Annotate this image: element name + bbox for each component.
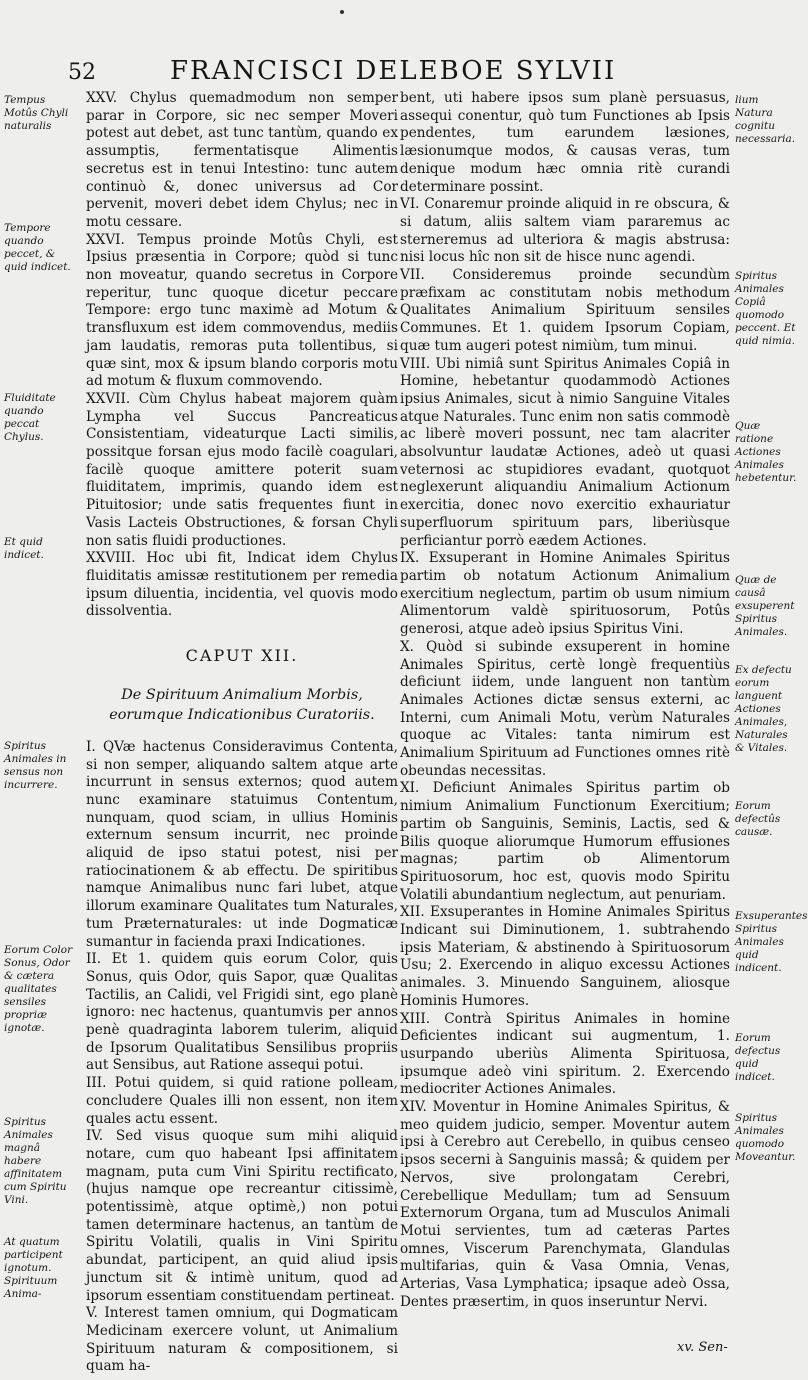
margin-note-left: At quatum participent ignotum. Spirituum Anima- bbox=[4, 1236, 63, 1300]
page-header bbox=[60, 56, 740, 92]
paragraph: VI. Conaremur proinde aliquid in re obscura, & si datum, aliis saltem viam pararemus ac sterneremus ad ulteriora & magis abstrusa: nisi locus hîc non sit de hisce nunc agendi. bbox=[400, 196, 730, 266]
ink-mark bbox=[340, 10, 344, 14]
paragraph: XIII. Contrà Spiritus Animales in homine Deficientes indicant sui augmentum, 1. usurpando uberiùs Alimenta Spirituosa, ipsumque adeò vini spiritum. 2. Exercendo mediocriter Actiones Animales. bbox=[400, 1010, 730, 1098]
paragraph: V. Interest tamen omnium, qui Dogmaticam Medicinam exercere volunt, ut Animalium Spirituum naturam & compositionem, si quam ha- bbox=[86, 1305, 398, 1375]
margin-note-left: Tempus Motûs Chyli naturalis bbox=[4, 94, 69, 132]
paragraph: X. Quòd si subinde exsuperent in homine Animales Spiritus, certè longè frequentiùs deficiunt iidem, unde languent non tantùm Animales Actiones dictæ sensus externi, ac Interni, cum Animali Motu, verùm Naturales quoque ac Vitales: tanta nimirum est Animalium Spirituum ad Functiones omnes ritè obeundas necessitas. bbox=[400, 638, 730, 779]
margin-note-left: Spiritus Animales magnâ habere affinitatem cum Spiritu Vini. bbox=[4, 1116, 67, 1206]
paragraph: VII. Consideremus proinde secundùm præfixam ac constitutam nobis methodum Qualitates Animalium Spirituum sensiles Communes. Et 1. quidem Ipsorum Copiam, quæ tum augeri potest nimiùm, tum minui. bbox=[400, 267, 730, 354]
margin-note-left: Et quid indicet. bbox=[4, 536, 44, 561]
margin-note-right: Spiritus Animales quomodo Moveantur. bbox=[735, 1112, 796, 1163]
paragraph: IV. Sed visus quoque sum mihi aliquid notare, cum quo habeant Ipsi affinitatem magnam, puta cum Vini Spiritu rectificato, (hujus namque ope recreantur citissimè, potentissimè, atque optimè,) non potui tamen determinare hactenus, an tantùm de Spiritu Volatili, qualis in Vini Spiritu abundat, participent, an quid aliud ipsis junctum sit & intimè unitum, quod ad ipsorum essentiam constituendam pertineat. bbox=[86, 1128, 398, 1304]
margin-note-right: Spiritus Animales Copiâ quomodo peccent. Et quid nimia. bbox=[735, 270, 796, 347]
margin-note-right: Eorum defectus quid indicet. bbox=[735, 1032, 781, 1083]
paragraph: II. Et 1. quidem quis eorum Color, quis Sonus, quis Odor, quis Sapor, quæ Qualitas Tactilis, an Calidi, vel Frigidi sint, ego planè ignoro: nec hactenus, quantumvis per annos penè quadraginta laborem tulerim, aliquid de Ipsorum Qualitatibus Sensilibus propriis aut Sensibus, aut Ratione assequi potui. bbox=[86, 951, 398, 1074]
paragraph: XXVII. Cùm Chylus habeat majorem quàm Lympha vel Succus Pancreaticus Consistentiam, videaturque Lacti similis, possitque forsan ejus modo facilè coagulari, facilè quoque amittere poterit suam fluiditatem, imprimis, quando idem est Pituitosior; unde satis frequentes fiunt in Vasis Lacteis Obstructiones, & forsan Chyli non satis fluidi productiones. bbox=[86, 390, 398, 549]
margin-note-right: Quæ de causâ exsuperent Spiritus Animales. bbox=[735, 574, 795, 638]
paragraph: XI. Deficiunt Animales Spiritus partim ob nimium Animalium Functionum Exercitium; partim ob Sanguinis, Seminis, Lactis, sed & Bilis quoque aliorumque Humorum effusiones magnas; partim ob Alimentorum Spirituosorum, hoc est, quovis modo Spiritu Volatili abundantium neglectum, aut penuriam. bbox=[400, 780, 730, 903]
margin-note-left: Eorum Color Sonus, Odor & cætera qualitates sensiles propriæ ignotæ. bbox=[4, 944, 73, 1034]
paragraph: XIV. Moventur in Homine Animales Spiritus, & meo quidem judicio, semper. Moventur autem ipsi à Cerebro aut Cerebello, in quibus censeo ipsos secerni à Sanguinis massâ; & quidem per Nervos, sive prolongatam Cerebri, Cerebellique Medullam; tum ad Sensuum Externorum Organa, tum ad Musculos Animali Motui servientes, tum ad cæteras Partes omnes, Viscerum Parenchymata, Glandulas multifarias, quin & Vasa Omnia, Venas, Arterias, Vasa Lymphatica; ipsaque adeò Ossa, Dentes præsertim, in quos inseruntur Nervi. bbox=[400, 1099, 730, 1310]
paragraph: XII. Exsuperantes in Homine Animales Spiritus Indicant sui Diminutionem, 1. subtrahendo ipsis Materiam, & abstinendo à Spirituosorum Usu; 2. Exercendo in aliquo excessu Actiones animales. 3. Minuendo Sanguinem, aliosque Hominis Humores. bbox=[400, 904, 730, 1009]
page-number: 52 bbox=[68, 60, 96, 85]
margin-note-right: Ex defectu eorum languent Actiones Animales, Naturales & Vitales. bbox=[735, 664, 792, 754]
left-column bbox=[86, 90, 398, 1376]
chapter-subtitle: De Spirituum Animalium Morbis, eorumque Indicationibus Curatoriis. bbox=[109, 686, 375, 723]
margin-note-right: Eorum defectûs causæ. bbox=[735, 800, 781, 838]
margin-note-right: Quæ ratione Actiones Animales hebetentur. bbox=[735, 420, 797, 484]
margin-note-right: lium Natura cognitu necessaria. bbox=[735, 94, 796, 145]
right-column bbox=[400, 90, 730, 1312]
paragraph: VIII. Ubi nimiâ sunt Spiritus Animales Copiâ in Homine, hebetantur quodammodò Actiones ipsius Animales, sicut à nimio Sanguine Vitales atque Naturales. Tunc enim non satis commodè ac liberè moveri possunt, nec tam alacriter absolvuntur laudatæ Actiones, adeò ut quasi veternosi ac stupidiores evadant, quotquot neglexerunt aliquandiu Animalium Actionum exercitia, donec novo exercitio exhauriatur superfluorum spirituum pars, liberiùsque perficiantur porrò eædem Actiones. bbox=[400, 355, 730, 549]
paragraph: I. QVæ hactenus Consideravimus Contenta, si non semper, aliquando saltem atque arte incurrunt in sensus externos; quod autem nunc examinare statuimus Contentum, nunquam, quod sciam, in ullius Hominis externum sensum incurrit, nec proinde aliquid de ipso statui potest, nisi per ratiocinationem & ab effectu. De spiritibus namque Animalibus nunc fari lubet, atque illorum examinare Qualitates tum Naturales, tum Præternaturales: ut inde Dogmaticæ sumantur in facienda praxi Indicationes. bbox=[86, 738, 398, 950]
paragraph: XXVI. Tempus proinde Motûs Chyli, est Ipsius præsentia in Corpore; quòd si tunc non moveatur, quando secretus in Corpore reperitur, tunc quoque dicetur peccare Tempore: ergo tunc maximè ad Motum & transfluxum est idem commovendus, mediis jam laudatis, remoras puta tollentibus, si quæ sint, mox & ipsum blando corporis motu ad motum & fluxum commovendo. bbox=[86, 231, 398, 390]
margin-note-left: Spiritus Animales in sensus non incurrere. bbox=[4, 740, 67, 791]
chapter-heading: CAPUT XII. bbox=[185, 646, 299, 666]
margin-note-right: Exsuperantes Spiritus Animales quid indicent. bbox=[735, 910, 808, 974]
paragraph: XXV. Chylus quemadmodum non semper parar in Corpore, sic nec semper Moveri potest aut debet, ast tunc tantùm, quando ex assumptis, fermentatisque Alimentis secretus est in tenui Intestino: tunc autem continuò &, donec universus ad Cor pervenit, moveri debet idem Chylus; nec in motu cessare. bbox=[86, 90, 398, 230]
paragraph: XXVIII. Hoc ubi fit, Indicat idem Chylus fluiditatis amissæ restitutionem per remedia ipsum diluentia, incidentia, vel quovis modo dissolventia. bbox=[86, 550, 398, 620]
margin-note-left: Tempore quando peccet, & quid indicet. bbox=[4, 222, 71, 273]
paragraph: bent, uti habere ipsos sum planè persuasus, assequi conentur, quò tum Functiones ab Ipsis pendentes, tum earundem læsiones, læsionumque modos, & causas veras, tum denique modum hæc omnia ritè curandi determinare possint. bbox=[400, 90, 730, 195]
catchword: xv. Sen- bbox=[677, 1340, 728, 1355]
paragraph: IX. Exsuperant in Homine Animales Spiritus partim ob notatum Actionum Animalium exercitium neglectum, partim ob usum nimium Alimentorum valdè spirituosorum, Potûs generosi, atque adeò ipsius Spiritus Vini. bbox=[400, 550, 730, 638]
running-head: FRANCISCI DELEBOE SYLVII bbox=[170, 56, 617, 86]
margin-note-left: Fluiditate quando peccat Chylus. bbox=[4, 392, 56, 443]
paragraph: III. Potui quidem, si quid ratione polleam, concludere Quales illi non essent, non item quales actu essent. bbox=[86, 1075, 398, 1127]
